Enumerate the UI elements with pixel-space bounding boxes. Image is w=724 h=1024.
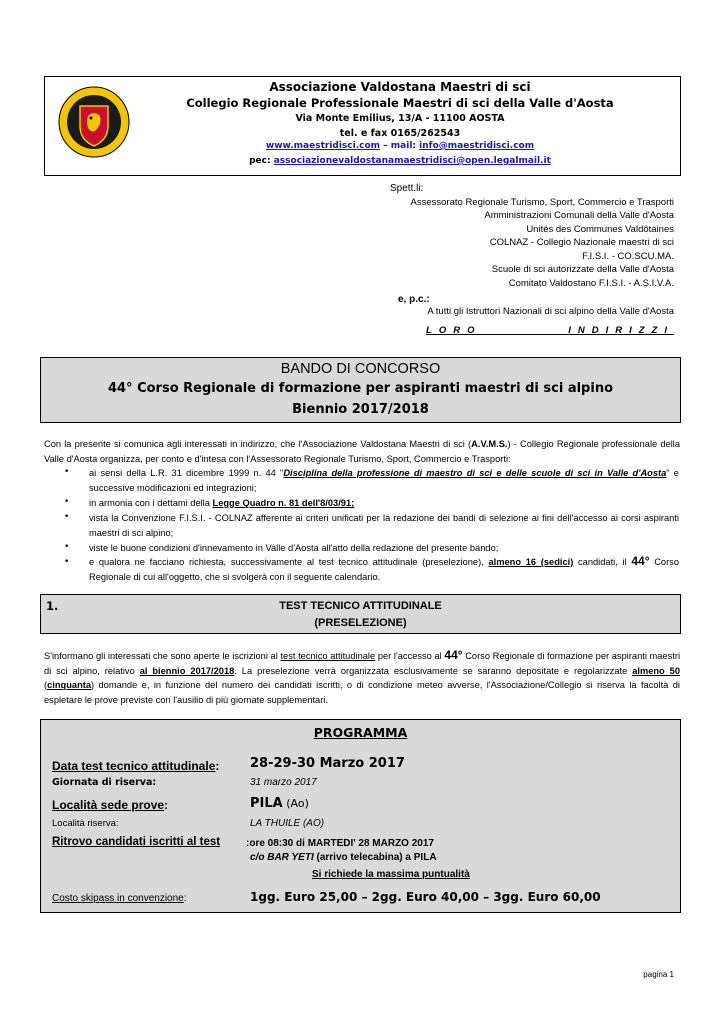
bando-title: BANDO DI CONCORSO [280, 361, 441, 377]
bando-biennio: Biennio 2017/2018 [292, 402, 429, 417]
loro-indirizzi [426, 325, 674, 336]
intro-paragraph [44, 437, 680, 466]
ritrovo-label-text: Ritrovo candidati iscritti al test [52, 836, 221, 848]
bullet-icon: • [64, 467, 70, 477]
bullet-item [89, 466, 679, 495]
bullet-text: e qualora ne facciano richiesta, successivamente al test tecnico attitudinale (preselezione), [89, 557, 489, 567]
programma-title: PROGRAMMA [313, 725, 408, 740]
address: Via Monte Emilius, 13/A - 11100 AOSTA [295, 113, 505, 124]
puntualita-note [312, 869, 470, 880]
cc-recipient: A tutti gli Istruttori Nazionali di sci alpino della Valle d'Aosta [427, 306, 674, 317]
section-number: 1. [46, 599, 59, 613]
association-logo [58, 86, 130, 158]
page-number: pagina 1 [643, 970, 674, 979]
riserva-value: 31 marzo 2017 [250, 777, 317, 788]
org-name: Associazione Valdostana Maestri di sci [269, 80, 531, 94]
info-text: per l'accesso al [375, 651, 445, 661]
recipient-line: COLNAZ - Collegio Nazionale maestri di sci [489, 237, 674, 248]
info-biennio: al biennio 2017/2018 [139, 665, 235, 676]
recipient-line: Comitato Valdostano F.I.S.I. - A.S.I.V.A. [508, 278, 674, 289]
phone: tel. e fax 0165/262543 [339, 128, 461, 139]
sede-value-row [250, 796, 309, 811]
bullet-text: candidati, il [573, 557, 632, 567]
bullet-text: in armonia con i dettami della [89, 498, 213, 508]
loc-riserva-label: Località riserva: [52, 818, 119, 829]
date-label: Data test tecnico attitudinale [52, 759, 216, 773]
intro-text: Con la presente si comunica agli interessati in indirizzo, che l'Associazione Valdostana Maestri di sci ( [44, 439, 472, 449]
bullet-text: " e successive modificazioni ed integrazioni; [89, 468, 679, 493]
riserva-label: Giornata di riserva: [52, 777, 157, 788]
min-candidates: almeno 16 (sedici) [488, 557, 574, 567]
info-text: S'informano gli interessati che sono aperte le iscrizioni al [44, 651, 281, 661]
ritrovo-label [52, 836, 220, 848]
section-subtitle: (PRESELEZIONE) [314, 617, 407, 629]
bullet-text: Corso Regionale di cui all'oggetto, che si svolgerà con il seguente calendario. [89, 557, 679, 582]
colon: : [164, 798, 169, 812]
course-number: 44° [631, 554, 650, 568]
bullet-text: ai sensi della L.R. 31 dicembre 1999 n. 44 " [89, 468, 284, 478]
programma-box [40, 719, 681, 913]
ritrovo-where: (arrivo telecabina) a PILA [313, 852, 437, 863]
loc-riserva-value: LA THUILE (AO) [250, 818, 325, 829]
bullet-item [89, 554, 679, 584]
sede-value: PILA [250, 796, 283, 811]
intro-acronym: A.V.M.S. [471, 439, 508, 449]
bullet-icon: • [64, 542, 70, 552]
recipient-line: Assessorato Regionale Turismo, Sport, Commercio e Trasporti [410, 197, 674, 208]
website-link[interactable]: www.maestridisci.com [265, 141, 381, 151]
info-min: almeno 50 [632, 665, 681, 676]
date-value: 28-29-30 Marzo 2017 [250, 756, 405, 771]
section-title: TEST TECNICO ATTITUDINALE [279, 600, 442, 612]
bullet-icon: • [64, 497, 70, 507]
bullet-icon: • [64, 512, 70, 522]
recipient-line: Scuole di sci autorizzate della Valle d'Aosta [491, 264, 674, 275]
bullet-item: vista la Convenzione F.I.S.I. - COLNAZ afferente ai criteri unificati per la redazione dei bandi di selezione ai fini dell'accesso ai corsi aspiranti maestri di sci alpino; [89, 513, 679, 538]
info-min-words: cinquanta [47, 680, 92, 690]
costo-label: Costo skipass in convenzione [52, 893, 184, 904]
recipient-line: Amministrazioni Comunali della Valle d'Aosta [484, 210, 674, 221]
info-text: . La preselezione verrà organizzata esclusivamente se saranno depositate e regolarizzate [234, 665, 633, 676]
ritrovo-place [250, 852, 437, 863]
bullet-item: viste le buone condizioni d'innevamento in Valle d'Aosta all'atto della redazione del presente bando; [89, 543, 499, 553]
info-text: Corso Regionale di formazione per aspiranti maestri di sci alpino, relativo [44, 651, 681, 676]
bullet-icon: • [64, 557, 70, 567]
recipient-line: F.I.S.I. - CO.SCU.MA. [582, 251, 674, 262]
bullet-item [89, 496, 679, 511]
pec-line [140, 155, 660, 167]
info-text: ) domande e, in funzione del numero dei candidati iscritti, o di condizione meteo avverse, l'Associazione/Collegio si riserva la facoltà di espletare le prove previste con l'ausilio di più giornate supplementari. [44, 680, 680, 705]
pec-link[interactable]: associazionevaldostanamaestridisci@open.legalmail.it [273, 156, 551, 166]
law-reference: Legge Quadro n. 81 dell'8/03/91; [212, 498, 355, 508]
course-number: 44° [444, 648, 463, 662]
colon: : [215, 759, 220, 773]
recipient-line: Unités des Communes Valdôtaines [526, 224, 674, 235]
puntualita-text: Si richiede la massima puntualità [312, 869, 470, 880]
colon: : [183, 893, 187, 904]
mail-label: – mail: [383, 141, 417, 151]
loro-label: LORO [426, 325, 482, 336]
costo-value: 1gg. Euro 25,00 – 2gg. Euro 40,00 – 3gg. Euro 60,00 [250, 890, 601, 904]
ritrovo-bar: c/o BAR YETI [250, 852, 314, 863]
college-name: Collegio Regionale Professionale Maestri di sci della Valle d'Aosta [186, 96, 614, 110]
spett-label: Spett.li: [390, 183, 424, 194]
date-label-row [52, 759, 219, 773]
cc-label: e, p.c.: [398, 294, 430, 305]
info-paragraph [44, 648, 680, 707]
indirizzi-label: INDIRIZZI [568, 325, 674, 336]
info-underline: test tecnico attitudinale [280, 651, 376, 661]
mail-link[interactable]: info@maestridisci.com [419, 141, 535, 151]
sede-label: Località sede prove [52, 798, 165, 812]
contacts-line [140, 140, 660, 152]
bando-course: 44° Corso Regionale di formazione per aspiranti maestri di sci alpino [107, 381, 614, 396]
info-text: ( [44, 680, 48, 690]
sede-sub: (Ao) [282, 797, 309, 810]
ritrovo-value: :ore 08:30 di MARTEDI' 28 MARZO 2017 [246, 838, 434, 849]
law-title: Disciplina della professione di maestro di sci e delle scuole di sci in Valle d'Aosta [283, 468, 667, 478]
pec-label: pec: [249, 156, 271, 166]
costo-label-row [52, 893, 187, 904]
intro-text: ) - Collegio Regionale professionale della Valle d'Aosta organizza, per conto e d'intesa con l'Assessorato Regionale Turismo, Sport, Commercio e Trasporti: [44, 439, 681, 464]
sede-label-row [52, 798, 168, 812]
